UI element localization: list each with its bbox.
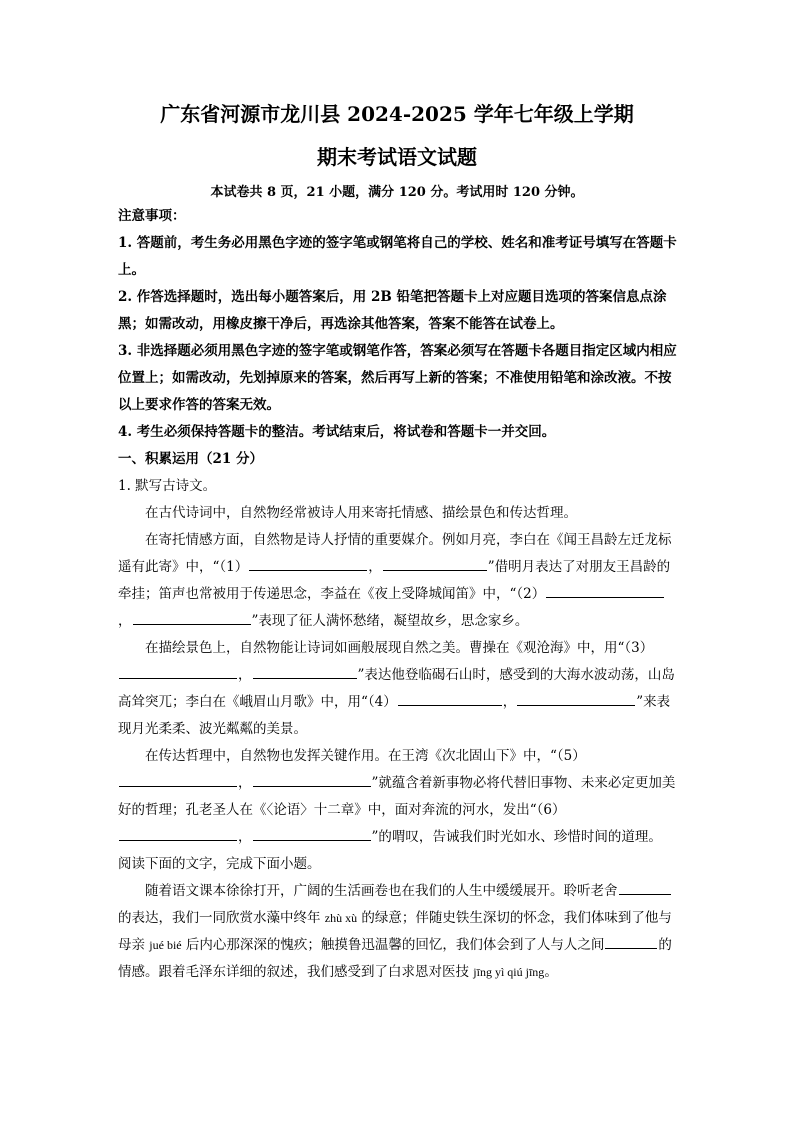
answer-blank-2a[interactable]: [546, 583, 664, 598]
exam-info: 本试卷共 8 页，21 小题，满分 120 分。考试用时 120 分钟。: [210, 185, 584, 200]
separator: ，: [238, 829, 252, 845]
paragraph-text: ”来表现月光柔柔、波光粼粼的美景。: [118, 694, 671, 737]
paragraph-text: ”借明月表达了对朋友王昌龄的牵挂；笛声也常被用于传递思念，李益在《夜上受降城闻笛》中，“（2）: [118, 559, 671, 602]
paragraph-text: 在传达哲理中，自然物也发挥关键作用。在王湾《次北固山下》中，“（5）: [145, 748, 586, 764]
separator: ，: [368, 559, 382, 575]
answer-blank-2b[interactable]: [133, 610, 251, 625]
notice-item-1: 1. 答题前，考生务必用黑色字迹的签字笔或钢笔将自己的学校、姓名和准考证号填写在答题卡上。: [118, 235, 677, 278]
answer-blank-word-1[interactable]: [619, 880, 671, 895]
separator: ，: [238, 775, 252, 791]
reading-instruction: 阅读下面的文字，完成下面小题。: [118, 856, 321, 872]
separator: ，: [238, 667, 252, 683]
exam-title-line1: 广东省河源市龙川县 2024-2025 学年七年级上学期: [160, 102, 634, 126]
question-1-label: 1. 默写古诗文。: [118, 478, 217, 494]
notice-item-4: 4. 考生必须保持答题卡的整洁。考试结束后，将试卷和答题卡一并交回。: [118, 424, 556, 440]
separator: ，: [118, 613, 132, 629]
separator: ，: [502, 694, 517, 710]
answer-blank-1a[interactable]: [249, 556, 367, 571]
paragraph-text: 在描绘景色上，自然物能让诗词如画般展现自然之美。曹操在《观沧海》中，用“（3）: [145, 640, 654, 656]
paragraph-text: 在寄托情感方面，自然物是诗人抒情的重要媒介。例如月亮，李白在《闻王昌龄左迁龙标遥有此寄》中，“（1）: [118, 532, 672, 575]
paragraph-philosophy: [118, 743, 678, 851]
paragraph-text: 。: [544, 964, 558, 980]
answer-blank-4a[interactable]: [398, 691, 502, 706]
pinyin-prompt-3: jīng yì qiú jīng: [473, 965, 545, 979]
notice-heading: 注意事项：: [118, 208, 186, 224]
answer-blank-3a[interactable]: [119, 664, 237, 679]
answer-blank-1b[interactable]: [383, 556, 487, 571]
pinyin-prompt-1: zhù xù: [324, 911, 358, 925]
paragraph-text: 的绿意；伴随史铁生深切的怀念，我们体味到了他与母亲: [118, 910, 672, 953]
paragraph-text: 后内心那深深的愧疚；触摸鲁迅温馨的回忆，我们体会到了人与人之间: [185, 937, 605, 953]
answer-blank-4b[interactable]: [517, 691, 635, 706]
answer-blank-6a[interactable]: [119, 826, 237, 841]
paragraph-text: 的情感。跟着毛泽东详细的叙述，我们感受到了白求恩对医技: [118, 937, 672, 980]
paragraph-intro: 在古代诗词中，自然物经常被诗人用来寄托情感、描绘景色和传达哲理。: [145, 505, 577, 521]
answer-blank-6b[interactable]: [253, 826, 371, 841]
paragraph-scenery: [118, 635, 678, 743]
answer-blank-5a[interactable]: [119, 772, 237, 787]
pinyin-prompt-2: jué bié: [149, 938, 182, 952]
paragraph-text: ”表达他登临碣石山时，感受到的大海水波动荡，山岛高耸突兀；李白在《峨眉山月歌》中，用“（4）: [118, 667, 675, 710]
notice-item-3: 3. 非选择题必须用黑色字迹的签字笔或钢笔作答，答案必须写在答题卡各题目指定区域内相应位置上；如需改动，先划掉原来的答案，然后再写上新的答案；不准使用铅笔和涂改液。不按以上要求作答的答案无效。: [118, 343, 677, 413]
paragraph-text: ”的喟叹，告诫我们时光如水、珍惜时间的道理。: [371, 829, 662, 845]
answer-blank-3b[interactable]: [253, 664, 357, 679]
answer-blank-5b[interactable]: [253, 772, 371, 787]
reading-passage: [118, 878, 678, 986]
notice-item-2: 2. 作答选择题时，选出每小题答案后，用 2B 铅笔把答题卡上对应题目选项的答案信息点涂黑；如需改动，用橡皮擦干净后，再选涂其他答案，答案不能答在试卷上。: [118, 289, 667, 332]
exam-body: [118, 203, 678, 986]
exam-title-line2: 期末考试语文试题: [317, 145, 477, 169]
section-heading: 一、积累运用（21 分）: [118, 451, 263, 467]
paragraph-text: 随着语文课本徐徐打开，广阔的生活画卷也在我们的人生中缓缓展开。聆听老舍: [145, 883, 618, 899]
paragraph-emotion: [118, 527, 678, 635]
paragraph-text: ”就蕴含着新事物必将代替旧事物、未来必定更加美好的哲理；孔老圣人在《〈论语〉十二章》中，面对奔流的河水，发出“（6）: [118, 775, 676, 818]
answer-blank-word-2[interactable]: [605, 934, 657, 949]
paragraph-text: 的表达，我们一同欣赏水藻中终年: [118, 910, 321, 926]
paragraph-text: ”表现了征人满怀愁绪，凝望故乡，思念家乡。: [251, 613, 529, 629]
